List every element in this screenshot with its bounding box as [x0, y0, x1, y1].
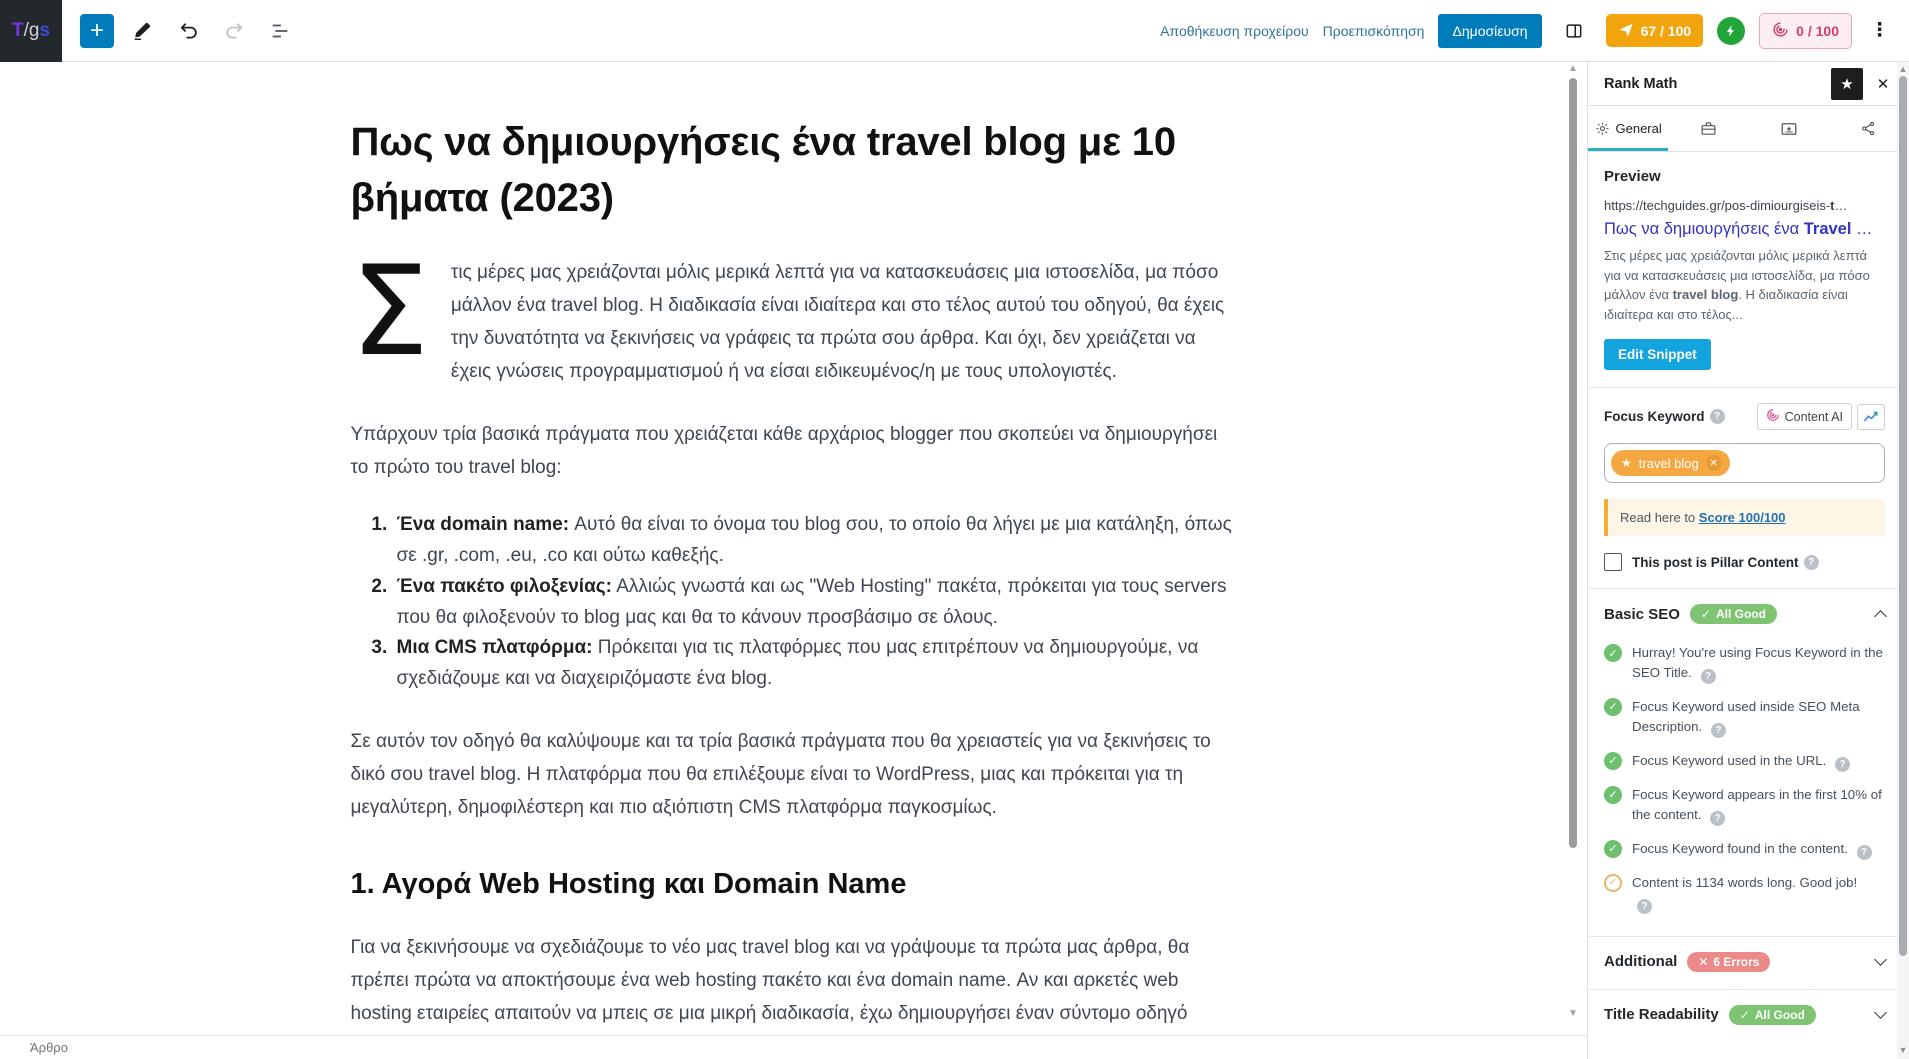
close-sidebar-button[interactable]	[1867, 68, 1899, 100]
snippet-url: https://techguides.gr/pos-dimiourgiseis-t…	[1604, 198, 1848, 213]
score-link[interactable]: Score 100/100	[1698, 510, 1786, 525]
redo-icon	[216, 13, 252, 49]
dropcap: Σ	[350, 240, 429, 384]
snippet-title-link[interactable]: Πως να δημιουργήσεις ένα Travel …	[1604, 220, 1873, 238]
paragraph-guide[interactable]: Σε αυτόν τον οδηγό θα καλύψουμε και τα τρία βασικά πράγματα που θα χρειαστείς για να ξεκινήσεις το δικό σου travel blog. Η πλατφόρμα που θα επιλέξουμε είναι το WordPress, μιας και πρόκειται για τη μεγαλύτερη, δημοφιλέστερη και πιο αξιόπιστη CMS πλατφόρμα παγκοσμίως.	[350, 730, 1211, 818]
pin-sidebar-button[interactable]	[1831, 68, 1863, 100]
chevron-down-icon[interactable]	[1874, 953, 1887, 966]
seo-check-item: ✓ Focus Keyword found in the content. ?	[1604, 839, 1885, 860]
edit-snippet-button[interactable]: Edit Snippet	[1604, 339, 1711, 370]
rank-math-seo-score-badge[interactable]: 67 / 100	[1606, 14, 1704, 47]
divider	[1588, 387, 1909, 388]
basic-seo-label: Basic SEO	[1604, 605, 1680, 623]
check-circle-icon	[1604, 840, 1622, 858]
chevron-up-icon[interactable]	[1874, 610, 1887, 623]
seo-check-item: ✓ Focus Keyword used inside SEO Meta Description. ?	[1604, 697, 1885, 738]
briefcase-icon	[1700, 120, 1717, 137]
seo-check-item: ✓ Content is 1134 words long. Good job! ?	[1604, 873, 1885, 914]
check-circle-icon	[1604, 698, 1622, 716]
score-notice: Read here to Score 100/100	[1604, 499, 1885, 536]
help-icon[interactable]: ?	[1637, 899, 1652, 914]
remove-keyword-icon[interactable]: ✕	[1706, 455, 1722, 471]
trends-button[interactable]	[1857, 404, 1885, 430]
post-type-label: Άρθρο	[30, 1040, 68, 1055]
check-circle-icon	[1604, 644, 1622, 662]
divider	[1588, 588, 1909, 589]
list-item[interactable]: 3. Μια CMS πλατφόρμα: Πρόκειται για τις πλατφόρμες που μας επιτρέπουν να δημιουργούμε, να σχεδιάζουμε και να διαχειριζόμαστε ένα blog.	[393, 633, 1237, 695]
seo-check-item: ✓ Focus Keyword used in the URL. ?	[1604, 751, 1885, 772]
site-logo[interactable]	[0, 0, 62, 62]
list-view-icon[interactable]	[262, 13, 298, 49]
all-good-badge: ✓ All Good	[1729, 1005, 1816, 1025]
cross-icon: ✕	[1698, 954, 1709, 969]
numbered-list[interactable]	[393, 510, 1237, 695]
tab-advanced[interactable]	[1668, 106, 1748, 151]
focus-keyword-input[interactable]	[1604, 443, 1885, 483]
title-readability-section-header[interactable]	[1604, 1005, 1885, 1025]
rank-math-sidebar	[1587, 62, 1909, 1059]
preview-button[interactable]: Προεπισκόπηση	[1322, 22, 1425, 39]
editor-scrollbar[interactable]	[1567, 64, 1579, 1049]
paragraph-intro[interactable]: Σ τις μέρες μας χρειάζονται μόλις μερικά λεπτά για να κατασκευάσεις μια ιστοσελίδα, μα πόσο μάλλον ένα travel blog. Η διαδικασία είναι ιδιαίτερα και στο τέλος αυτού του οδηγού, θα έχεις την δυνατότητα να ξεκινήσεις να γράφεις τα πρώτα σου άρθρα. Και όχι, δεν χρειάζεται να έχεις γνώσεις προγραμματισμού ή να είσαι ειδικευμένος/η με τους υπολογιστές.	[350, 240, 1225, 384]
section-heading[interactable]: 1. Αγορά Web Hosting και Domain Name	[350, 868, 907, 901]
scroll-up-icon[interactable]: ▲	[1568, 63, 1578, 74]
help-icon[interactable]: ?	[1710, 811, 1725, 826]
help-icon[interactable]: ?	[1835, 757, 1850, 772]
top-toolbar	[0, 0, 1909, 62]
rocket-icon	[1618, 21, 1634, 40]
help-icon[interactable]: ?	[1711, 723, 1726, 738]
seo-check-item: ✓ Hurray! You're using Focus Keyword in the SEO Title. ?	[1604, 643, 1885, 684]
content-ai-spiral-icon	[1772, 21, 1789, 41]
help-icon[interactable]: ?	[1701, 669, 1716, 684]
check-circle-warn-icon	[1604, 874, 1622, 892]
list-item[interactable]: 2. Ένα πακέτο φιλοξενίας: Αλλιώς γνωστά και ως "Web Hosting" πακέτα, πρόκειται για τους servers που θα φιλοξενούν το blog μας και θα το κάνουν προσβάσιμο σε όλους.	[393, 572, 1237, 634]
share-network-icon	[1860, 120, 1877, 137]
edit-tool-icon[interactable]	[124, 13, 160, 49]
sidebar-title: Rank Math	[1604, 75, 1678, 92]
list-item[interactable]: 1. Ένα domain name: Αυτό θα είναι το όνομα του blog σου, το οποίο θα λήγει με μια κατάληξη, όπως σε .gr, .com, .eu, .co και ούτω καθεξής.	[393, 510, 1237, 572]
sidebar-scrollbar-thumb[interactable]	[1899, 76, 1907, 956]
schema-card-icon	[1780, 120, 1798, 138]
content-ai-button[interactable]: Content AI	[1757, 403, 1852, 430]
errors-badge: ✕ 6 Errors	[1687, 952, 1770, 972]
chevron-down-icon[interactable]	[1874, 1006, 1887, 1019]
divider	[1588, 989, 1909, 990]
help-icon[interactable]: ?	[1804, 555, 1819, 570]
undo-icon[interactable]	[170, 13, 206, 49]
save-draft-button[interactable]: Αποθήκευση προχείρου	[1160, 22, 1309, 39]
logo-text: T/gs	[11, 19, 51, 41]
additional-label: Additional	[1604, 953, 1678, 971]
editor-scrollbar-thumb[interactable]	[1569, 78, 1577, 848]
document-status-bar	[0, 1035, 1587, 1059]
check-icon: ✓	[1739, 1007, 1750, 1022]
check-icon: ✓	[1700, 607, 1711, 621]
additional-section-header[interactable]	[1604, 952, 1885, 972]
publish-button[interactable]: Δημοσίευση	[1438, 14, 1541, 48]
all-good-badge: ✓ All Good	[1690, 604, 1777, 624]
post-title[interactable]: Πως να δημιουργήσεις ένα travel blog με 10 βήματα (2023)	[350, 120, 1176, 220]
check-circle-icon	[1604, 752, 1622, 770]
editor-canvas[interactable]	[0, 62, 1587, 1059]
divider	[1588, 936, 1909, 937]
seo-check-item: ✓ Focus Keyword appears in the first 10% of the content. ?	[1604, 785, 1885, 826]
more-options-icon[interactable]: ⋮	[1870, 20, 1889, 41]
keyword-tag[interactable]: ★ travel blog ✕	[1611, 450, 1730, 476]
sidebar-scrollbar[interactable]	[1897, 62, 1909, 1059]
tab-schema[interactable]	[1749, 106, 1829, 151]
scroll-down-icon[interactable]: ▼	[1568, 1008, 1578, 1019]
scroll-up-icon[interactable]: ▲	[1898, 64, 1908, 74]
scroll-down-icon[interactable]: ▼	[1898, 1045, 1908, 1055]
content-ai-spiral-icon	[1766, 408, 1780, 425]
title-readability-label: Title Readability	[1604, 1006, 1719, 1024]
help-icon[interactable]: ?	[1710, 409, 1725, 424]
check-circle-icon	[1604, 786, 1622, 804]
tab-general[interactable]: General	[1588, 106, 1668, 151]
help-icon[interactable]: ?	[1857, 845, 1872, 860]
paragraph-three-things[interactable]: Υπάρχουν τρία βασικά πράγματα που χρειάζεται κάθε αρχάριος blogger που σκοπεύει να δημιουργήσει το πρώτο του travel blog:	[350, 424, 1218, 479]
close-icon: ✕	[1876, 75, 1890, 93]
snippet-description: Στις μέρες μας χρειάζονται μόλις μερικά λεπτά για να κατασκευάσεις μια ιστοσελίδα, μα πόσο μάλλον ένα travel blog. Η διαδικασία είναι ιδιαίτερα και στο τέλος...	[1604, 248, 1870, 322]
pillar-content-label: This post is Pillar Content	[1632, 554, 1799, 570]
settings-panel-toggle-icon[interactable]	[1556, 13, 1592, 49]
basic-seo-section-header[interactable]	[1604, 604, 1885, 624]
pillar-content-checkbox[interactable]	[1604, 553, 1622, 571]
content-ai-score-badge[interactable]: 0 / 100	[1759, 13, 1852, 49]
gear-icon	[1595, 121, 1610, 136]
block-inserter-button[interactable]: +	[80, 14, 114, 48]
jetpack-boost-icon[interactable]	[1717, 17, 1745, 45]
preview-heading: Preview	[1604, 168, 1661, 185]
star-icon: ★	[1621, 456, 1632, 470]
paragraph-hosting[interactable]: Για να ξεκινήσουμε να σχεδιάζουμε το νέο μας travel blog και να γράψουμε τα πρώτα μας άρθρα, θα πρέπει πρώτα να αποκτήσουμε ένα web hosting πακέτο και ένα domain name. Αν και αρκετές web hosting εταιρείες απαιτούν να μπεις σε μια μικρή διαδικασία, έχω δημιουργήσει έναν σύντομο οδηγό	[350, 937, 1190, 1025]
star-icon: ★	[1840, 75, 1854, 93]
focus-keyword-label: Focus Keyword	[1604, 409, 1705, 424]
